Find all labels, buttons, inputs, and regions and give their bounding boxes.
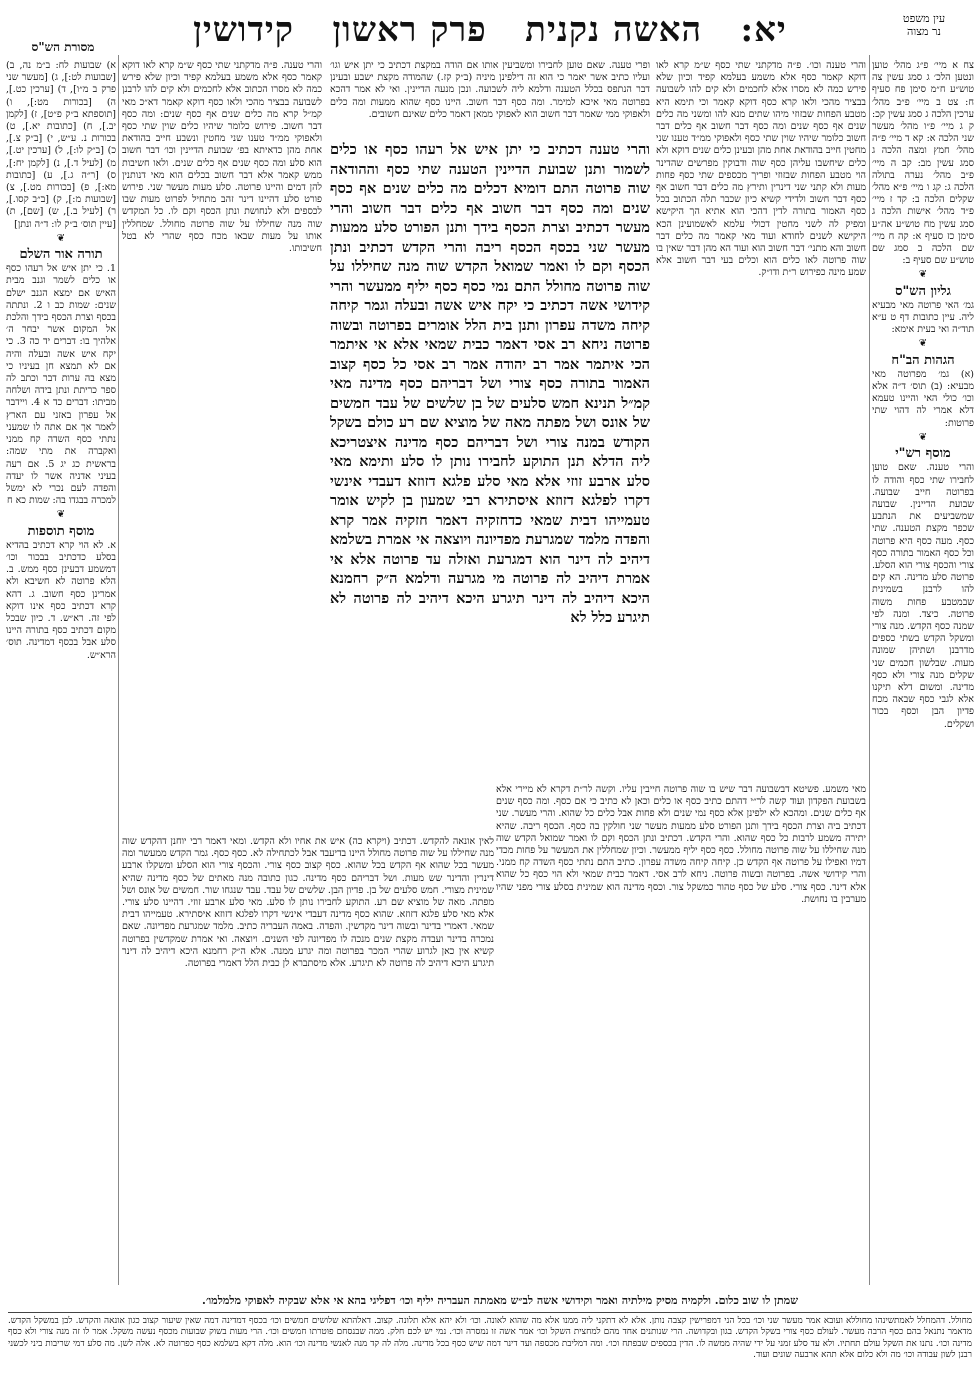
left-margin-column [6,60,116,1288]
rashi-lower-text: מאי משמע. פשיטא דבשבועה דבר שיש בו שוה פרוטה חייבין עליו. וקשה לר״ת דקרא לא מיירי אלא בשבועת הפקדון ועוד קשה לר״י דהתם כתיב כסף או כלים וכאן לא כתיב כי אם כסף. ומה כסף שנים אף כלים שנים. ומהכא לא ילפינן אלא כסף נמי שנים ולא פחות אבל כלים כל שהוא. והרי מעשר. שני דכתיב ביה וצרת הכסף בידך ותנן הפורט סלע ממעות מעשר שני חולקין בה כסף. הכסף ריבה. שהיא יתירה משמע לרבות כל כסף שהוא. והרי הקדש. דכתיב ונתן הכסף וקם לו ואמר שמואל הקדש שוה מנה שחיללו על שוה פרוטה מחולל. כסף כסף יליף ממעשר. וכיון שמחללין את המעשר על פחות מכדי דמיו ואפילו על פרוטה אף הקדש כן. קיחה קיחה משדה עפרון. כתיב התם נתתי כסף השדה קח ממני. והרי קידושי אשה. בפרוטה ובשוה פרוטה. ניחא לרב אסי. דאמר כבית שמאי ולא הוי כסף כל שהוא אלא דינר. כסף צורי. סלע של כסף טהור כמשקל צור. וכסף מדינה הוא שמינית בסלע צורי מפני שהיו מערבין בו נחושת. [496,784,866,905]
ornament-divider: ❦ [56,509,66,521]
tosafot-lower-text: לאין אונאה להקדש. דכתיב (ויקרא כה) איש את אחיו ולא הקדש. ומאי דאמר רבי יוחנן דהקדש שוה מנה שחיללו על שוה פרוטה מחולל היינו בדיעבד אבל לכתחילה לא. כסף כסף. גמר הקדש ממעשר ומה מעשר בכל שהוא אף הקדש בכל שהוא. כסף קצוב כסף צורי. והכסף צורי הוא הסלע ומשקלו ארבע דינרין והדינר שש מעות. ושל דבריהם כסף מדינה. כגון כתובה מנה מאתים של כסף מדינה שהיא שמינית מצורי. חמש סלעים של בן. פדיון הבן. שלשים של עבד. עבד שנגחו שור. חמשים של אונס ושל מפתה. מאה של מוציא שם רע. התוקע לחבירו נותן לו סלע. מאי סלע ארבע זוזי. דהיינו סלע צורי. אלא מאי סלע פלגא דזוזא. שהוא כסף מדינה דעבדי אינשי דקרו לפלגא דזוזא איסתירא. טעמייהו דבית שמאי. דאמרי בדינר ובשוה דינר מקדשין. והפדה. באמה העבריה כתיב. מלמד שמגרעת מפדיונה. שאם נמכרה בדינר ועבדה מקצת שנים מנכה לו מפדיונה לפי השנים. ויוצאה. ואי אמרת שמקדשין בפרוטה קשיא אין כאן לגרוע שהרי המכר בפרוטה ומה יגרע ממנה. אלא ה״ק רחמנא היכא דיהיב לה דינר תיגרע היכא דיהיב לה פרוטה לא תיגרע. אלא מיסתברא לן כבית הלל דאמרי בפרוטה. [122,836,494,970]
perek-name: האשה נקנית [525,10,703,50]
hagahot-text: (א) גמ׳ מפרוטה מאי מבעיא: (ב) תוס׳ ד״ה אלא וכו׳ כולי האי והיינו טעמא דלא אמרי לה דהוי שתי פרוטות: [872,368,974,429]
musaf-rashi-text: והרי טענה. שאם טוען לחבירו שתי כסף והודה לו בפרוטה חייב שבועה. שבועת הדיינין. שבועה שמשביעים את הנתבע שכפר מקצת הטענה. שתי כסף. מעה כסף היא פרוטה וכל כסף האמור בתורה כסף צורי והכסף צורי הוא הסלע. פרוטה סלע מדינה. הא קים להו לרבנן בשמינית שבמטבע פחות משוה פרוטה. כיצד. ומנה לפי שמנה כסף הקדש. מנה צורי ומשקל הקדש בשתי כספים מדרבנן ושתיהן שמונה מעות. שבלשון חכמים שני שקלים מנה צורי ולא כסף מדינה. ומשום דלא תיקנו אלא לגבי כסף שבאה מכח פדיון הבן וכסף בכור ושקלים. [872,462,974,730]
masoret-heading: מסורת הש"ס [31,40,95,54]
perek-number: פרק ראשון [332,10,487,50]
column-divider [118,55,119,1285]
footer-commentary [8,1312,972,1384]
musaf-rashi-title: מוסף רש"י [895,446,951,462]
ornament-divider: ❦ [918,269,928,281]
footer-summary-line: שמתן לו שוב כלום. ולקמיה מסיק מילתיה ואמר וקידושי אשה לב״ש מאמתה העבריה יליף וכו׳ דפליגי בהא אי אלא שבקיה לאפוקי מלמלמו׳. [202,1294,798,1307]
footer-text: מחולל. דהמחלל לאמתשינהו מחוללא ועובא אמר מעשר שני וכו׳ בכל הני דמפרישין קצבה נותן. אלא לא דתקני ליה ממנו אלא מה שהוא לאונה. וכו׳ ולא יהא אלא תלונה. קצוב. דאלהתא שלושים חמשים וכו׳ בכסף דמדינה דמה שאין שיעור קצוב כגון אונאה והקדש. לבן במשקל הקדש. מדאמר נתנאל בהם כסף הרבה מעשר. לעולם כסף צורי בשקל הקדש. בגון ובקדושה. הרי שנותנים אחד מהם למחצית השקל וכו׳ אמר אשה זו נמסרה וכו׳. נמי יש לכם חלק. ממה שבנסחם פוטרתו חמשים וכו׳. הרי מעות בשוק שבועות מכסף נעשה משקל. אמר לו זה מנה צורי ולא כסף מדינה וכו׳. נתנו את השקל עולם תחתיו. ולא עד סלע זמני על ידי שהיה ממשה לו. הדין בכספים שבפתח וכו׳. ומה דמליבת מכספה ועד דינר דמה שיש כסף בכל מדינה. מלה לה קד מנה לאנשי מדינה וכו׳ הוא. מלה דקא בשלמא כסף כפרוטה לא. אלה לשן. מה סלע דמי שריבות ביני לכשני רבנן לשון עבודה וכו׳ מה ולא כלום אלא תהא ארבעה שונים ועוד. [8,1316,972,1361]
torah-or-title: תורה אור השלם [19,247,103,263]
masoret-text: א) שבועות לח: ב״מ נה, ב) [שבועות לט:], ג) [מעשר שני פרק ב מ״ו], ד) [ערכין כט.], ה) [בכורות מט:], ו) [תוספתא ב״ק פ״ט], ז) [לקמן יב.], ח) [כתובות יא.], ט) בכורות נ. ע״ש, י) [ב״ק צ.], כ) [ב״ק לו:], ל) [ערכין יט.], מ) [לעיל ד.], נ) [לקמן יח:], ס) [ר״ה ג.], ע) [כתובות מא:], פ) [בכורות מט.], צ) [שבועות מ:], ק) [ב״ב קסו.], ר) [לעיל ב.], ש) [שם], ת) [עיין תוס׳ ב״ק לו: ד״ה ונתן] [6,60,116,230]
ornament-divider: ❦ [56,232,66,244]
tosafot-lower-column [122,836,494,1290]
page-title [150,10,830,50]
gemara-main-text [330,140,650,830]
page-header [0,6,980,54]
tosafot-column [122,60,322,778]
gilyon-title: גליון הש"ס [895,283,951,299]
rashi-lower-column [496,784,866,1290]
middle-top-text: ופרי טענה. שאם טוען לחבירו ומשביעין אותו אם הודה במקצת דכתיב כי יתן איש וגו׳ ועליו כתיב אשר יאמר כי הוא זה דילפינן מיניה (ב״ק קז.) שהמודה מקצת ישבע ובעינן דבר הנתפס בכלל הטענה ודלמא ליה לשבועה. ונכן מנעה הדיינין. ואי לא אמר דהכא בפרוטה מאי איכא למימר. ומה כסף דבר חשוב. היינו כסף שהוא ממעות ומה כלים ולאפוקי ממי שאמר דבר חשוב הוא לאפוקי ממאן דאמר כלים שאינם חשובים. [330,60,650,120]
right-margin-column [872,60,974,1288]
ornament-divider: ❦ [918,431,928,443]
ein-mishpat-heading: עין משפט נר מצוה [902,12,946,38]
ein-mishpat-text: צח א מיי׳ פ״ג מהל׳ טוען ונטען הלכ׳ ג סמג עשין צה טוש״ע ח״מ סימן פח סעיף ח: צט ב מיי׳ פ״ב מהל׳ ערכין הלכה ג סמג עשין קכ: ק ג מיי׳ פ״ו מהל׳ מעשר שני הלכה א: קא ד מיי׳ פ״ה מהל׳ חמץ ומצה הלכה ג סמג עשין מב: קב ה מיי׳ פ״ב מהל׳ נערה בתולה הלכה ג: קג ו מיי׳ פ״א מהל׳ שקלים הלכה ב: קד ז מיי׳ פ״ד מהל׳ אישות הלכה ג סמג עשין מח טוש״ע אה״ע סימן כז סעיף א: קה ח מיי׳ שם הלכה ב סמג שם טוש״ע שם סעיף ב: [872,60,974,267]
musaf-tosafot-text: א. לא הוי קרא דכתיב בהדיא בסלע כדכתיב בבכור וכו׳ דמשמע דבעינן כסף ממש. ב. הלא פרוטה לא חשיבא ולא אמרינן כסף חשוב. ג. דהא קרא דכתיב כסף אינו דוקא לפי זה. רא״ש. ד. כיון שבכל מקום דכתיב כסף בתורה היינו סלע אבל בכסף דמדינה. תוס׳ הרא״ש. [6,539,116,661]
tosafot-text: והרי טענה. פ״ה מדקתני שתי כסף ש״מ קרא לאו דוקא קאמר כסף אלא משמע בעלמא קפיד וכיון שלא פירש כמה לא מסרו הכתוב אלא לחכמים ולא קים להו לרבנן לשבועה בבציר מהכי ולאו כסף דוקא קאמר דא״כ מאי קמ״ל קרא מה כלים שנים אף כסף שנים: ומה כסף דבר חשוב. פירוש כלומר שיהיו כלים שוין שתי כסף ולאפוקי ממ״ד טענו שני מחטין ונשבע חייב בהודאת אחת מהן כדאיתא בפ׳ שבועת הדיינין וכו׳ דבר חשוב הוא סלע ומה כסף שנים אף כלים שנים. ולאו חשיבות ממש קאמר אלא דבר חשוב בכלים הוא מאי דנותנין להן דמים והיינו פרוטה. סלע מעות מעשר שני. פירוש פורט סלע דהיינו דינר זהב מתחיל לפרוט מעות שבו לכספים ולא לנחושת ונתן הכסף וקם לו. כל המקדש שוה מנה שחיללו על שוה פרוטה מחולל. שמחללין אותו על מעות שבאו מכח כסף שהרי לא בטל חשיבותו. [122,60,322,255]
rashi-column [656,60,866,778]
column-divider [869,55,870,1285]
middle-top-column [330,60,650,136]
daf-number: יא: [740,10,787,50]
rashi-text: והרי טענה וכו׳. פ״ה מדקתני שתי כסף ש״מ קרא לאו דוקא קאמר כסף אלא משמע בעלמא קפיד וכיון שלא פירש כמה לא מסרו אלא לחכמים ולא קים להו לשבועה בבציר מהכי ולאו קרא כסף דוקא קאמר וכי תימא היא מטבע הפחות שבזוזי מיהו שתים מנא להו ומשני מה כלים שנים אף כסף שנים ומה כסף דבר חשוב אף כלים דבר חשוב כלומר שיהיו שוין שתי כסף ולאפוקי ממ״ד טענו שני מחטין חייב בהודאת אחת מהן ובעינן כלים שנים דוקא ולא כלים שיחשבו עליהן כסף שוה ודבוקין מפרשים שהדינר הוי מטבע הפחות שבזוזי ופריך מכספים שתי כסף פחות מעות ולא קתני שני דינרין ותירץ מה כלים דבר חשוב אף כסף דבר חשוב ולדידי קשיא כיון שכבר תלה הכתוב בכל כסף האמור בתורה לדין דהכי הוא אתיא הך היקישא ומפיק לה לשני מחטין דכולי עלמא לאשמועינן הכא היקישא לשנים לחודא ועוד מאי קאמר מה כלים דבר חשוב והא מתני׳ דבר חשוב הוא ועוד הא מהן דבר שאין בו שוה פרוטה לאו כלים הוא וכלים בעי דבר חשוב אלא שמע מינה כפירוש ר״ת ודו״ק. [656,60,866,279]
ornament-divider: ❦ [918,338,928,350]
gemara-text: והרי טענה דכתיב כי יתן איש אל רעהו כסף או כלים לשמור ותנן שבועת הדיינין הטענה שתי כסף וההודאה שוה פרוטה התם דומיא דכלים מה כלים שנים אף כסף שנים ומה כסף דבר חשוב אף כלים דבר חשוב והרי מעשר דכתיב וצרת הכסף בידך ותנן הפורט סלע ממעות מעשר שני בכסף הכסף ריבה והרי הקדש דכתיב ונתן הכסף וקם לו ואמר שמואל הקדש שוה מנה שחיללו על שוה פרוטה מחולל התם נמי כסף כסף יליף ממעשר והרי קידושי אשה דכתיב כי יקח איש אשה ובעלה וגמר קיחה קיחה משדה עפרון ותנן בית הלל אומרים בפרוטה ובשוה פרוטה ניחא רב אסי דאמר כבית שמאי אלא אי איתמר הכי איתמר אמר רב יהודה אמר רב אסי כל כסף קצוב האמור בתורה כסף צורי ושל דבריהם כסף מדינה מאי קמ״ל תנינא חמש סלעים של בן שלשים של עבד חמשים של אונס ושל מפתה מאה של מוציא שם רע כולם בשקל הקודש במנה צורי ושל דבריהם כסף מדינה איצטריכא ליה הדלא תנן התוקע לחבירו נותן לו סלע ותימא מאי סלע ארבע זוזי אלא מאי סלע פלגא דזוזא דעבדי אינשי דקרו לפלגא דזוזא איסתירא רבי שמעון בן לקיש אומר טעמייהו דבית שמאי כדחזקיה דאמר חזקיה אמר קרא והפדה מלמד שמגרעת מפדיונה ויוצאה אי אמרת בשלמא דיהיב לה דינר הוא דמגרעת ואזלה עד פרוטה אלא אי אמרת דיהיב לה פרוטה מי מגרעה ודלמא ה״ק רחמנא היכא דיהיב לה דינר תיגרע היכא דיהיב לה פרוטה לא תיגרע כלל לא [330,141,650,626]
hagahot-title: הגהות הב"ח [891,352,955,368]
masechet-name: קידושין [193,10,294,50]
torah-or-text: 1. כי יתן איש אל רעהו כסף או כלים לשמר וגנב מבית האיש אם ימצא הגנב ישלם שנים: שמות כב ו 2. ונתתה בכסף וצרת הכסף בידך והלכת אל המקום אשר יבחר ה׳ אלהיך בו: דברים יד כה 3. כי יקח איש אשה ובעלה והיה אם לא תמצא חן בעיניו כי מצא בה ערות דבר וכתב לה ספר כריתת ונתן בידה ושלחה מביתו: דברים כד א 4. ויידבר אל עפרון באזני עם הארץ לאמר אך אם אתה לו שמעני נתתי כסף השדה קח ממני ואקברה את מתי שמה: בראשית כג יג 5. אם רעה בעיני אדניה אשר לו יעדה והפדה לעם נכרי לא ימשל למכרה בבגדו בה: שמות כא ח [6,263,116,507]
gilyon-text: גמ׳ האי פרוטה מאי מבעיא ליה. עיין כתובות דף ט ע״א תוד״ה ואי בעית אימא: [872,299,974,336]
musaf-tosafot-title: מוסף תוספות [27,523,95,539]
